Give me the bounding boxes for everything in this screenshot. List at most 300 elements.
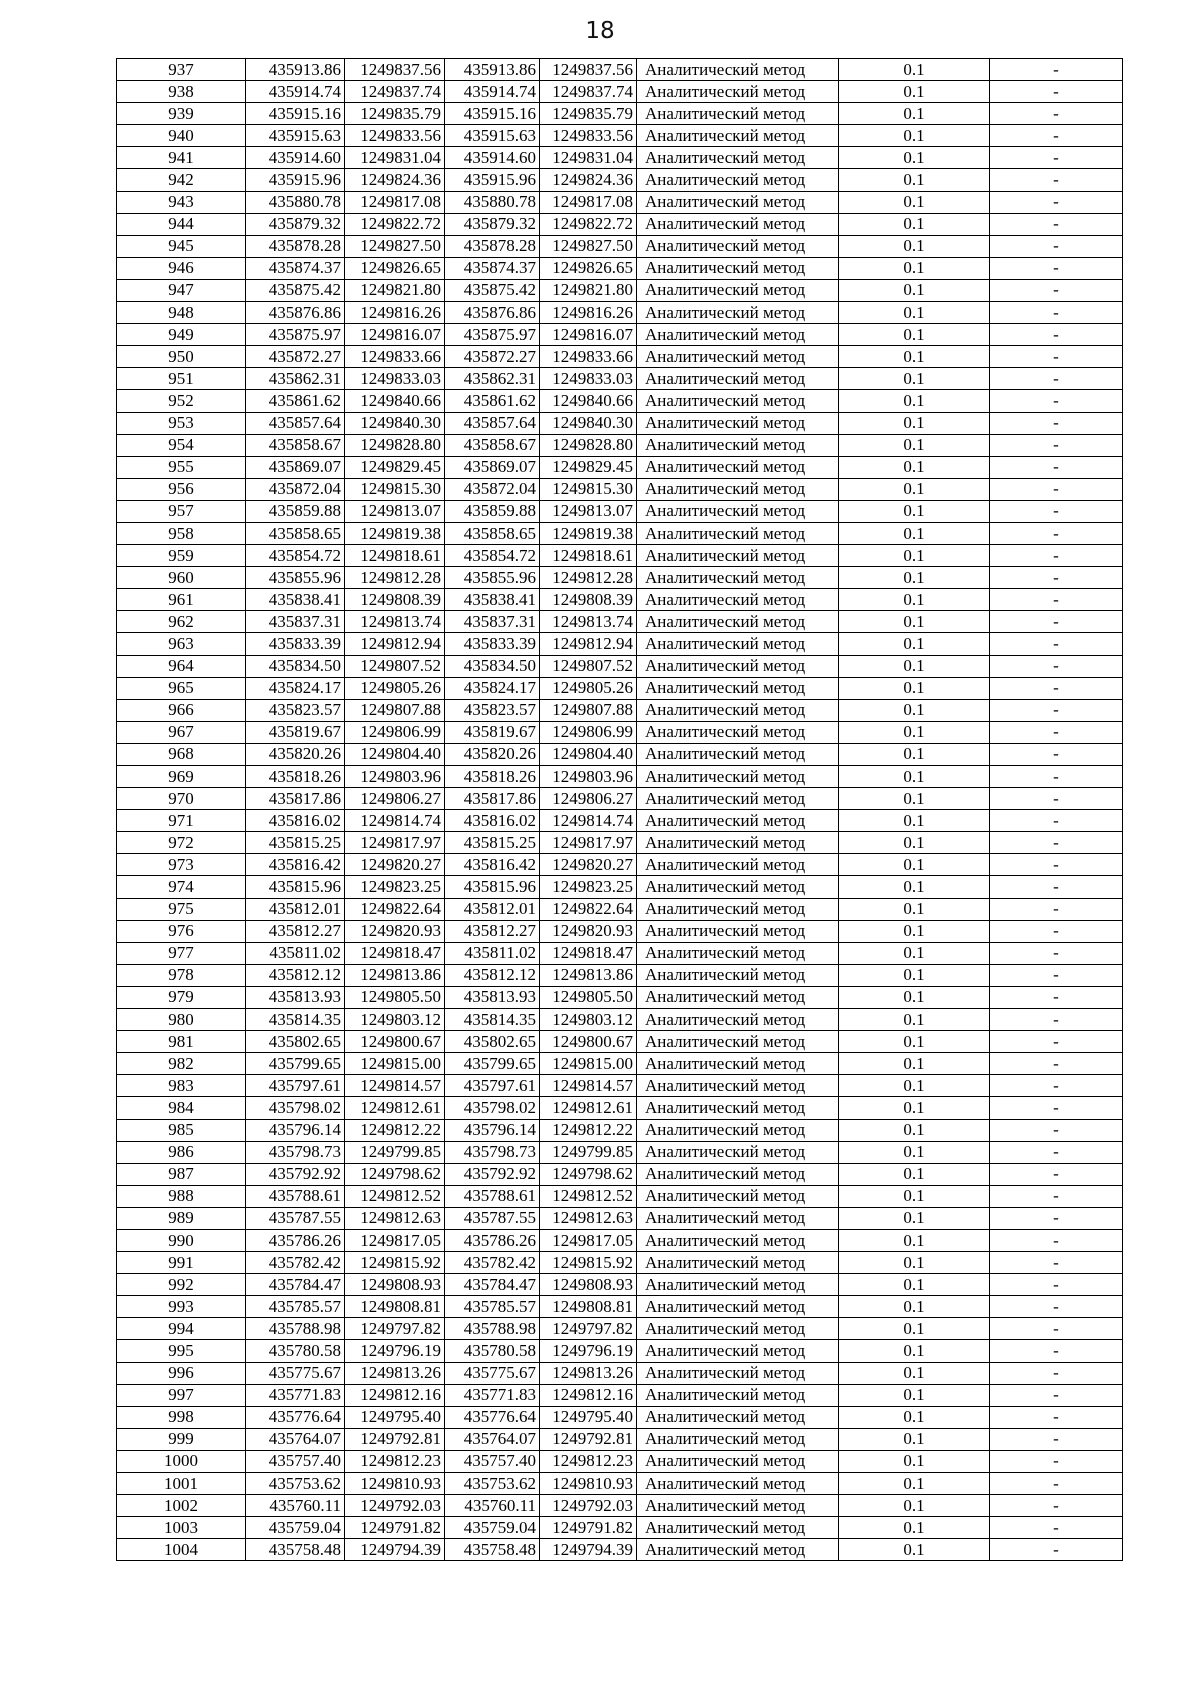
y-original-cell: 1249812.94 bbox=[345, 633, 445, 655]
x-cell: 435915.63 bbox=[445, 125, 540, 147]
method-cell: Аналитический метод bbox=[637, 346, 839, 368]
x-cell: 435858.67 bbox=[445, 434, 540, 456]
table-row bbox=[117, 368, 1123, 390]
table-row bbox=[117, 721, 1123, 743]
point-number-cell: 959 bbox=[117, 545, 246, 567]
note-cell: - bbox=[990, 766, 1123, 788]
y-cell: 1249813.07 bbox=[540, 500, 637, 522]
point-number-cell: 971 bbox=[117, 810, 246, 832]
note-cell: - bbox=[990, 1384, 1123, 1406]
x-cell: 435816.42 bbox=[445, 854, 540, 876]
table-row bbox=[117, 1075, 1123, 1097]
x-original-cell: 435784.47 bbox=[246, 1274, 345, 1296]
method-cell: Аналитический метод bbox=[637, 766, 839, 788]
note-cell: - bbox=[990, 898, 1123, 920]
y-cell: 1249814.74 bbox=[540, 810, 637, 832]
x-original-cell: 435838.41 bbox=[246, 589, 345, 611]
method-cell: Аналитический метод bbox=[637, 1450, 839, 1472]
accuracy-cell: 0.1 bbox=[839, 721, 990, 743]
accuracy-cell: 0.1 bbox=[839, 1185, 990, 1207]
point-number-cell: 952 bbox=[117, 390, 246, 412]
x-cell: 435872.04 bbox=[445, 478, 540, 500]
y-original-cell: 1249818.47 bbox=[345, 942, 445, 964]
method-cell: Аналитический метод bbox=[637, 169, 839, 191]
note-cell: - bbox=[990, 1229, 1123, 1251]
method-cell: Аналитический метод bbox=[637, 1031, 839, 1053]
note-cell: - bbox=[990, 1252, 1123, 1274]
accuracy-cell: 0.1 bbox=[839, 1229, 990, 1251]
note-cell: - bbox=[990, 721, 1123, 743]
y-cell: 1249812.23 bbox=[540, 1450, 637, 1472]
note-cell: - bbox=[990, 169, 1123, 191]
accuracy-cell: 0.1 bbox=[839, 302, 990, 324]
x-original-cell: 435757.40 bbox=[246, 1450, 345, 1472]
y-cell: 1249820.93 bbox=[540, 920, 637, 942]
x-original-cell: 435869.07 bbox=[246, 456, 345, 478]
note-cell: - bbox=[990, 964, 1123, 986]
accuracy-cell: 0.1 bbox=[839, 434, 990, 456]
point-number-cell: 945 bbox=[117, 235, 246, 257]
y-original-cell: 1249840.66 bbox=[345, 390, 445, 412]
table-row bbox=[117, 677, 1123, 699]
note-cell: - bbox=[990, 1450, 1123, 1472]
y-cell: 1249827.50 bbox=[540, 235, 637, 257]
x-cell: 435764.07 bbox=[445, 1428, 540, 1450]
point-number-cell: 946 bbox=[117, 257, 246, 279]
point-number-cell: 988 bbox=[117, 1185, 246, 1207]
note-cell: - bbox=[990, 390, 1123, 412]
y-original-cell: 1249816.07 bbox=[345, 324, 445, 346]
x-original-cell: 435914.74 bbox=[246, 81, 345, 103]
method-cell: Аналитический метод bbox=[637, 1009, 839, 1031]
point-number-cell: 967 bbox=[117, 721, 246, 743]
table-row bbox=[117, 567, 1123, 589]
method-cell: Аналитический метод bbox=[637, 478, 839, 500]
accuracy-cell: 0.1 bbox=[839, 1252, 990, 1274]
x-cell: 435813.93 bbox=[445, 986, 540, 1008]
y-original-cell: 1249798.62 bbox=[345, 1163, 445, 1185]
y-original-cell: 1249806.99 bbox=[345, 721, 445, 743]
y-original-cell: 1249812.22 bbox=[345, 1119, 445, 1141]
method-cell: Аналитический метод bbox=[637, 721, 839, 743]
note-cell: - bbox=[990, 567, 1123, 589]
x-original-cell: 435782.42 bbox=[246, 1252, 345, 1274]
note-cell: - bbox=[990, 677, 1123, 699]
table-row bbox=[117, 1207, 1123, 1229]
x-cell: 435814.35 bbox=[445, 1009, 540, 1031]
x-cell: 435796.14 bbox=[445, 1119, 540, 1141]
point-number-cell: 947 bbox=[117, 279, 246, 301]
note-cell: - bbox=[990, 1207, 1123, 1229]
table-row bbox=[117, 545, 1123, 567]
accuracy-cell: 0.1 bbox=[839, 1119, 990, 1141]
y-cell: 1249813.26 bbox=[540, 1362, 637, 1384]
method-cell: Аналитический метод bbox=[637, 898, 839, 920]
table-row bbox=[117, 147, 1123, 169]
table-row bbox=[117, 1362, 1123, 1384]
accuracy-cell: 0.1 bbox=[839, 368, 990, 390]
x-original-cell: 435771.83 bbox=[246, 1384, 345, 1406]
note-cell: - bbox=[990, 1075, 1123, 1097]
y-cell: 1249817.05 bbox=[540, 1229, 637, 1251]
x-original-cell: 435817.86 bbox=[246, 788, 345, 810]
table-row bbox=[117, 633, 1123, 655]
table-row bbox=[117, 235, 1123, 257]
note-cell: - bbox=[990, 1428, 1123, 1450]
accuracy-cell: 0.1 bbox=[839, 633, 990, 655]
x-cell: 435820.26 bbox=[445, 743, 540, 765]
y-cell: 1249810.93 bbox=[540, 1473, 637, 1495]
x-original-cell: 435861.62 bbox=[246, 390, 345, 412]
x-original-cell: 435914.60 bbox=[246, 147, 345, 169]
x-cell: 435913.86 bbox=[445, 59, 540, 81]
y-original-cell: 1249812.28 bbox=[345, 567, 445, 589]
y-cell: 1249840.66 bbox=[540, 390, 637, 412]
x-original-cell: 435812.01 bbox=[246, 898, 345, 920]
y-original-cell: 1249814.74 bbox=[345, 810, 445, 832]
table-row bbox=[117, 412, 1123, 434]
table-row bbox=[117, 743, 1123, 765]
x-original-cell: 435798.73 bbox=[246, 1141, 345, 1163]
y-cell: 1249821.80 bbox=[540, 279, 637, 301]
y-original-cell: 1249820.27 bbox=[345, 854, 445, 876]
table-row bbox=[117, 324, 1123, 346]
point-number-cell: 990 bbox=[117, 1229, 246, 1251]
point-number-cell: 969 bbox=[117, 766, 246, 788]
method-cell: Аналитический метод bbox=[637, 1473, 839, 1495]
point-number-cell: 954 bbox=[117, 434, 246, 456]
x-original-cell: 435858.67 bbox=[246, 434, 345, 456]
y-original-cell: 1249816.26 bbox=[345, 302, 445, 324]
accuracy-cell: 0.1 bbox=[839, 832, 990, 854]
point-number-cell: 977 bbox=[117, 942, 246, 964]
point-number-cell: 975 bbox=[117, 898, 246, 920]
point-number-cell: 942 bbox=[117, 169, 246, 191]
y-cell: 1249824.36 bbox=[540, 169, 637, 191]
method-cell: Аналитический метод bbox=[637, 59, 839, 81]
accuracy-cell: 0.1 bbox=[839, 324, 990, 346]
x-original-cell: 435834.50 bbox=[246, 655, 345, 677]
method-cell: Аналитический метод bbox=[637, 213, 839, 235]
x-cell: 435787.55 bbox=[445, 1207, 540, 1229]
y-original-cell: 1249808.93 bbox=[345, 1274, 445, 1296]
x-original-cell: 435816.42 bbox=[246, 854, 345, 876]
note-cell: - bbox=[990, 1009, 1123, 1031]
table-row bbox=[117, 964, 1123, 986]
note-cell: - bbox=[990, 103, 1123, 125]
x-cell: 435875.42 bbox=[445, 279, 540, 301]
y-original-cell: 1249815.00 bbox=[345, 1053, 445, 1075]
point-number-cell: 968 bbox=[117, 743, 246, 765]
method-cell: Аналитический метод bbox=[637, 456, 839, 478]
y-original-cell: 1249791.82 bbox=[345, 1517, 445, 1539]
x-original-cell: 435812.12 bbox=[246, 964, 345, 986]
note-cell: - bbox=[990, 368, 1123, 390]
accuracy-cell: 0.1 bbox=[839, 743, 990, 765]
point-number-cell: 964 bbox=[117, 655, 246, 677]
point-number-cell: 976 bbox=[117, 920, 246, 942]
point-number-cell: 997 bbox=[117, 1384, 246, 1406]
y-original-cell: 1249813.74 bbox=[345, 611, 445, 633]
y-cell: 1249806.27 bbox=[540, 788, 637, 810]
method-cell: Аналитический метод bbox=[637, 1252, 839, 1274]
method-cell: Аналитический метод bbox=[637, 810, 839, 832]
point-number-cell: 985 bbox=[117, 1119, 246, 1141]
point-number-cell: 999 bbox=[117, 1428, 246, 1450]
y-original-cell: 1249800.67 bbox=[345, 1031, 445, 1053]
y-cell: 1249794.39 bbox=[540, 1539, 637, 1561]
y-original-cell: 1249792.03 bbox=[345, 1495, 445, 1517]
x-original-cell: 435811.02 bbox=[246, 942, 345, 964]
point-number-cell: 983 bbox=[117, 1075, 246, 1097]
table-row bbox=[117, 1517, 1123, 1539]
point-number-cell: 989 bbox=[117, 1207, 246, 1229]
y-original-cell: 1249817.08 bbox=[345, 191, 445, 213]
y-original-cell: 1249815.30 bbox=[345, 478, 445, 500]
table-row bbox=[117, 920, 1123, 942]
note-cell: - bbox=[990, 1163, 1123, 1185]
accuracy-cell: 0.1 bbox=[839, 1495, 990, 1517]
point-number-cell: 941 bbox=[117, 147, 246, 169]
note-cell: - bbox=[990, 1539, 1123, 1561]
method-cell: Аналитический метод bbox=[637, 1384, 839, 1406]
y-cell: 1249819.38 bbox=[540, 522, 637, 544]
accuracy-cell: 0.1 bbox=[839, 1340, 990, 1362]
method-cell: Аналитический метод bbox=[637, 1340, 839, 1362]
y-original-cell: 1249807.52 bbox=[345, 655, 445, 677]
y-cell: 1249815.30 bbox=[540, 478, 637, 500]
x-original-cell: 435872.04 bbox=[246, 478, 345, 500]
y-original-cell: 1249837.74 bbox=[345, 81, 445, 103]
accuracy-cell: 0.1 bbox=[839, 766, 990, 788]
accuracy-cell: 0.1 bbox=[839, 213, 990, 235]
x-original-cell: 435915.16 bbox=[246, 103, 345, 125]
x-cell: 435878.28 bbox=[445, 235, 540, 257]
y-original-cell: 1249820.93 bbox=[345, 920, 445, 942]
table-row bbox=[117, 1097, 1123, 1119]
y-original-cell: 1249817.05 bbox=[345, 1229, 445, 1251]
method-cell: Аналитический метод bbox=[637, 832, 839, 854]
y-original-cell: 1249813.86 bbox=[345, 964, 445, 986]
note-cell: - bbox=[990, 1053, 1123, 1075]
method-cell: Аналитический метод bbox=[637, 743, 839, 765]
method-cell: Аналитический метод bbox=[637, 1207, 839, 1229]
y-cell: 1249791.82 bbox=[540, 1517, 637, 1539]
table-row bbox=[117, 1274, 1123, 1296]
accuracy-cell: 0.1 bbox=[839, 390, 990, 412]
point-number-cell: 965 bbox=[117, 677, 246, 699]
x-original-cell: 435776.64 bbox=[246, 1406, 345, 1428]
x-original-cell: 435786.26 bbox=[246, 1229, 345, 1251]
point-number-cell: 981 bbox=[117, 1031, 246, 1053]
accuracy-cell: 0.1 bbox=[839, 1539, 990, 1561]
method-cell: Аналитический метод bbox=[637, 854, 839, 876]
y-cell: 1249807.52 bbox=[540, 655, 637, 677]
table-row bbox=[117, 1119, 1123, 1141]
x-cell: 435817.86 bbox=[445, 788, 540, 810]
y-cell: 1249812.52 bbox=[540, 1185, 637, 1207]
accuracy-cell: 0.1 bbox=[839, 964, 990, 986]
note-cell: - bbox=[990, 1141, 1123, 1163]
y-cell: 1249820.27 bbox=[540, 854, 637, 876]
x-cell: 435834.50 bbox=[445, 655, 540, 677]
point-number-cell: 972 bbox=[117, 832, 246, 854]
method-cell: Аналитический метод bbox=[637, 964, 839, 986]
x-original-cell: 435833.39 bbox=[246, 633, 345, 655]
y-original-cell: 1249818.61 bbox=[345, 545, 445, 567]
accuracy-cell: 0.1 bbox=[839, 125, 990, 147]
y-cell: 1249808.39 bbox=[540, 589, 637, 611]
table-row bbox=[117, 810, 1123, 832]
x-cell: 435833.39 bbox=[445, 633, 540, 655]
accuracy-cell: 0.1 bbox=[839, 191, 990, 213]
x-original-cell: 435785.57 bbox=[246, 1296, 345, 1318]
point-number-cell: 984 bbox=[117, 1097, 246, 1119]
point-number-cell: 958 bbox=[117, 522, 246, 544]
point-number-cell: 1002 bbox=[117, 1495, 246, 1517]
table-row bbox=[117, 942, 1123, 964]
y-original-cell: 1249821.80 bbox=[345, 279, 445, 301]
table-row bbox=[117, 1031, 1123, 1053]
y-cell: 1249812.22 bbox=[540, 1119, 637, 1141]
x-cell: 435798.73 bbox=[445, 1141, 540, 1163]
point-number-cell: 953 bbox=[117, 412, 246, 434]
table-row bbox=[117, 302, 1123, 324]
point-number-cell: 938 bbox=[117, 81, 246, 103]
note-cell: - bbox=[990, 655, 1123, 677]
x-original-cell: 435880.78 bbox=[246, 191, 345, 213]
note-cell: - bbox=[990, 788, 1123, 810]
accuracy-cell: 0.1 bbox=[839, 1296, 990, 1318]
accuracy-cell: 0.1 bbox=[839, 810, 990, 832]
table-row bbox=[117, 500, 1123, 522]
accuracy-cell: 0.1 bbox=[839, 1009, 990, 1031]
x-cell: 435872.27 bbox=[445, 346, 540, 368]
note-cell: - bbox=[990, 346, 1123, 368]
x-original-cell: 435855.96 bbox=[246, 567, 345, 589]
y-original-cell: 1249808.39 bbox=[345, 589, 445, 611]
method-cell: Аналитический метод bbox=[637, 1141, 839, 1163]
point-number-cell: 957 bbox=[117, 500, 246, 522]
y-cell: 1249805.50 bbox=[540, 986, 637, 1008]
y-cell: 1249828.80 bbox=[540, 434, 637, 456]
x-original-cell: 435799.65 bbox=[246, 1053, 345, 1075]
y-original-cell: 1249806.27 bbox=[345, 788, 445, 810]
x-original-cell: 435780.58 bbox=[246, 1340, 345, 1362]
x-cell: 435798.02 bbox=[445, 1097, 540, 1119]
point-number-cell: 1000 bbox=[117, 1450, 246, 1472]
point-number-cell: 992 bbox=[117, 1274, 246, 1296]
table-row bbox=[117, 169, 1123, 191]
note-cell: - bbox=[990, 1340, 1123, 1362]
x-cell: 435788.98 bbox=[445, 1318, 540, 1340]
method-cell: Аналитический метод bbox=[637, 1495, 839, 1517]
method-cell: Аналитический метод bbox=[637, 279, 839, 301]
point-number-cell: 940 bbox=[117, 125, 246, 147]
x-cell: 435915.16 bbox=[445, 103, 540, 125]
note-cell: - bbox=[990, 1517, 1123, 1539]
x-cell: 435861.62 bbox=[445, 390, 540, 412]
y-original-cell: 1249827.50 bbox=[345, 235, 445, 257]
y-original-cell: 1249812.16 bbox=[345, 1384, 445, 1406]
accuracy-cell: 0.1 bbox=[839, 1274, 990, 1296]
note-cell: - bbox=[990, 1473, 1123, 1495]
x-original-cell: 435837.31 bbox=[246, 611, 345, 633]
accuracy-cell: 0.1 bbox=[839, 898, 990, 920]
table-row bbox=[117, 1539, 1123, 1561]
y-cell: 1249817.08 bbox=[540, 191, 637, 213]
accuracy-cell: 0.1 bbox=[839, 500, 990, 522]
x-cell: 435876.86 bbox=[445, 302, 540, 324]
method-cell: Аналитический метод bbox=[637, 522, 839, 544]
point-number-cell: 995 bbox=[117, 1340, 246, 1362]
x-cell: 435838.41 bbox=[445, 589, 540, 611]
x-original-cell: 435879.32 bbox=[246, 213, 345, 235]
note-cell: - bbox=[990, 302, 1123, 324]
note-cell: - bbox=[990, 412, 1123, 434]
y-original-cell: 1249819.38 bbox=[345, 522, 445, 544]
x-cell: 435759.04 bbox=[445, 1517, 540, 1539]
table-row bbox=[117, 434, 1123, 456]
x-original-cell: 435874.37 bbox=[246, 257, 345, 279]
x-cell: 435797.61 bbox=[445, 1075, 540, 1097]
table-row bbox=[117, 611, 1123, 633]
method-cell: Аналитический метод bbox=[637, 1053, 839, 1075]
note-cell: - bbox=[990, 1031, 1123, 1053]
note-cell: - bbox=[990, 522, 1123, 544]
accuracy-cell: 0.1 bbox=[839, 1097, 990, 1119]
x-cell: 435799.65 bbox=[445, 1053, 540, 1075]
y-original-cell: 1249813.26 bbox=[345, 1362, 445, 1384]
table-row bbox=[117, 1185, 1123, 1207]
x-cell: 435914.74 bbox=[445, 81, 540, 103]
y-cell: 1249815.00 bbox=[540, 1053, 637, 1075]
x-cell: 435816.02 bbox=[445, 810, 540, 832]
x-original-cell: 435859.88 bbox=[246, 500, 345, 522]
note-cell: - bbox=[990, 589, 1123, 611]
method-cell: Аналитический метод bbox=[637, 368, 839, 390]
table-row bbox=[117, 898, 1123, 920]
x-original-cell: 435915.96 bbox=[246, 169, 345, 191]
x-cell: 435758.48 bbox=[445, 1539, 540, 1561]
x-cell: 435879.32 bbox=[445, 213, 540, 235]
x-cell: 435753.62 bbox=[445, 1473, 540, 1495]
y-cell: 1249833.66 bbox=[540, 346, 637, 368]
accuracy-cell: 0.1 bbox=[839, 1450, 990, 1472]
table-row bbox=[117, 103, 1123, 125]
method-cell: Аналитический метод bbox=[637, 1075, 839, 1097]
point-number-cell: 966 bbox=[117, 699, 246, 721]
y-original-cell: 1249805.50 bbox=[345, 986, 445, 1008]
table-row bbox=[117, 1318, 1123, 1340]
y-original-cell: 1249828.80 bbox=[345, 434, 445, 456]
y-cell: 1249803.12 bbox=[540, 1009, 637, 1031]
y-original-cell: 1249797.82 bbox=[345, 1318, 445, 1340]
x-original-cell: 435915.63 bbox=[246, 125, 345, 147]
x-cell: 435819.67 bbox=[445, 721, 540, 743]
y-cell: 1249837.56 bbox=[540, 59, 637, 81]
method-cell: Аналитический метод bbox=[637, 390, 839, 412]
method-cell: Аналитический метод bbox=[637, 920, 839, 942]
accuracy-cell: 0.1 bbox=[839, 1075, 990, 1097]
x-cell: 435815.25 bbox=[445, 832, 540, 854]
y-cell: 1249797.82 bbox=[540, 1318, 637, 1340]
point-number-cell: 1003 bbox=[117, 1517, 246, 1539]
accuracy-cell: 0.1 bbox=[839, 1517, 990, 1539]
y-cell: 1249808.81 bbox=[540, 1296, 637, 1318]
x-cell: 435859.88 bbox=[445, 500, 540, 522]
point-number-cell: 996 bbox=[117, 1362, 246, 1384]
